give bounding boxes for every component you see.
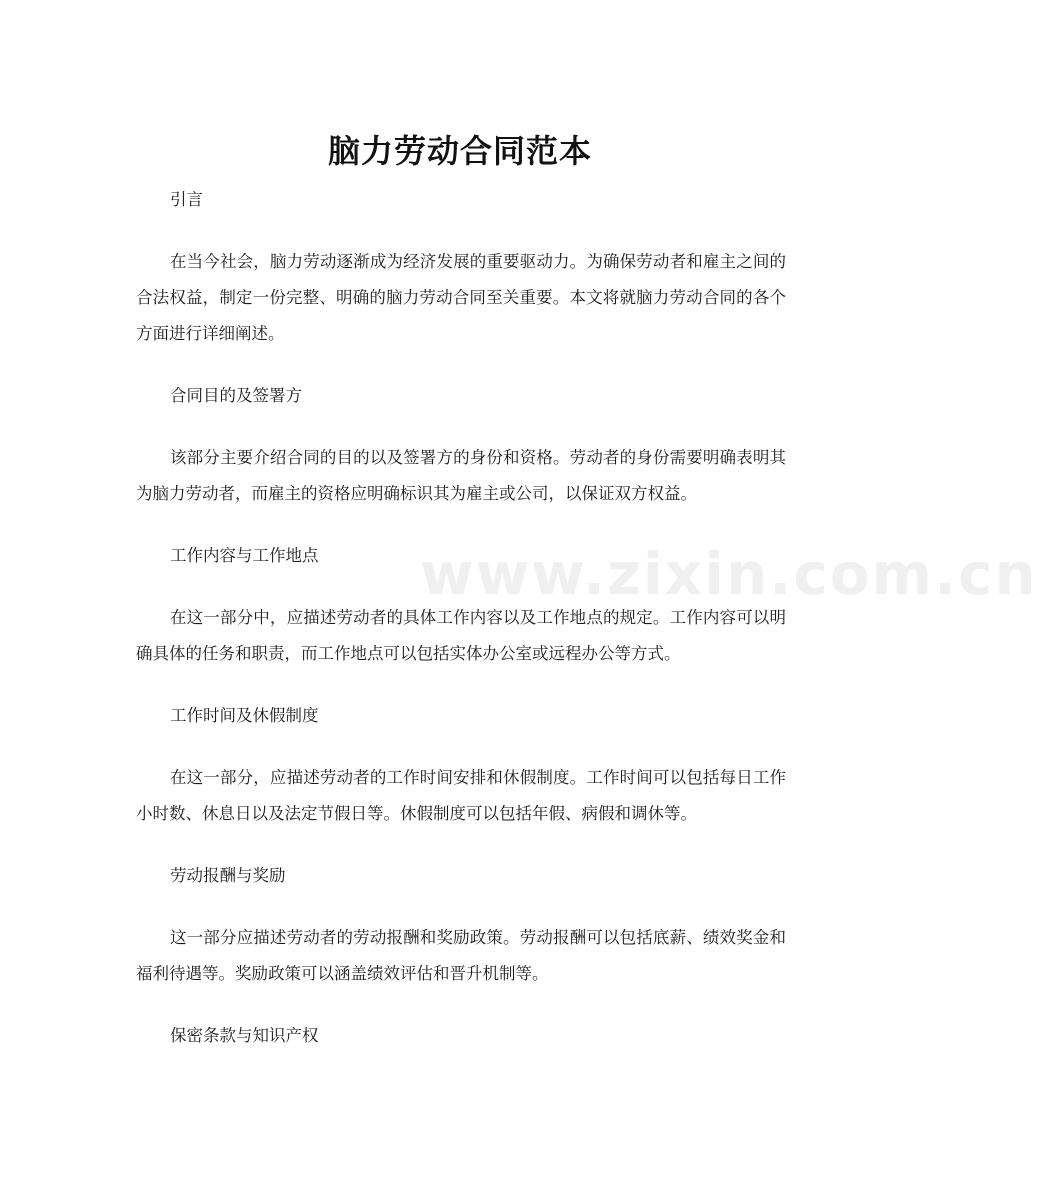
section-heading-confidentiality: 保密条款与知识产权 bbox=[170, 1026, 319, 1045]
section-heading-work-hours: 工作时间及休假制度 bbox=[170, 706, 319, 725]
document-title: 脑力劳动合同范本 bbox=[327, 132, 592, 171]
document-body bbox=[136, 182, 786, 1080]
section-heading-purpose: 合同目的及签署方 bbox=[170, 386, 302, 405]
watermark: www.zixin.com.cn bbox=[420, 540, 1038, 608]
section-heading-intro: 引言 bbox=[170, 190, 203, 209]
section-heading-work-content: 工作内容与工作地点 bbox=[170, 546, 319, 565]
section-body-intro: 在当今社会，脑力劳动逐渐成为经济发展的重要驱动力。为确保劳动者和雇主之间的合法权益，制定一份完整、明确的脑力劳动合同至关重要。本文将就脑力劳动合同的各个方面进行详细阐述。 bbox=[136, 252, 786, 343]
section-heading-compensation: 劳动报酬与奖励 bbox=[170, 866, 286, 885]
section-body-purpose: 该部分主要介绍合同的目的以及签署方的身份和资格。劳动者的身份需要明确表明其为脑力劳动者，而雇主的资格应明确标识其为雇主或公司，以保证双方权益。 bbox=[136, 448, 786, 503]
section-body-work-content: 在这一部分中，应描述劳动者的具体工作内容以及工作地点的规定。工作内容可以明确具体的任务和职责，而工作地点可以包括实体办公室或远程办公等方式。 bbox=[136, 608, 786, 663]
section-body-work-hours: 在这一部分，应描述劳动者的工作时间安排和休假制度。工作时间可以包括每日工作小时数、休息日以及法定节假日等。休假制度可以包括年假、病假和调休等。 bbox=[136, 768, 786, 823]
section-body-compensation: 这一部分应描述劳动者的劳动报酬和奖励政策。劳动报酬可以包括底薪、绩效奖金和福利待遇等。奖励政策可以涵盖绩效评估和晋升机制等。 bbox=[136, 928, 786, 983]
